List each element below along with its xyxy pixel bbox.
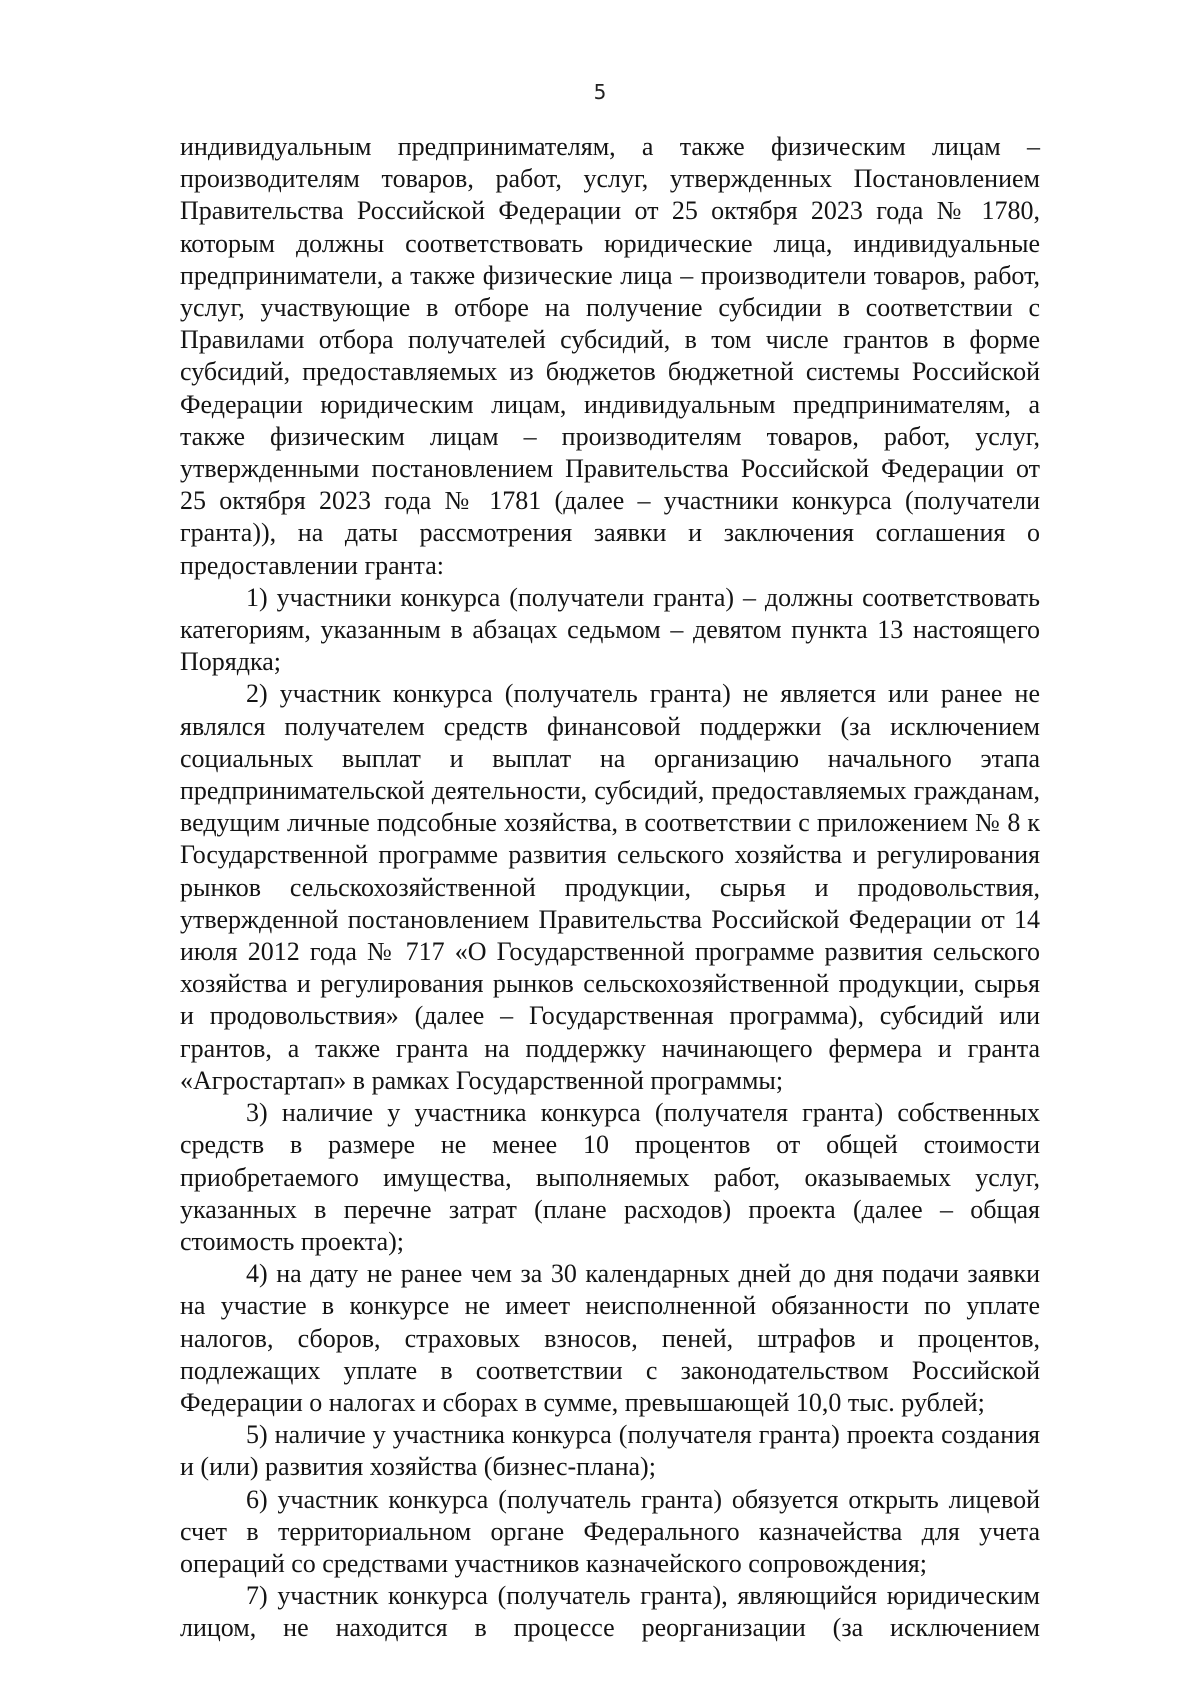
- paragraph-item-3: 3) наличие у участника конкурса (получателя гранта) собственных средств в размере не менее 10 процентов от общей стоимости приобретаемого имущества, выполняемых работ, оказываемых услуг, указанных в перечне затрат (плане расходов) проекта (далее – общая стоимость проекта);: [180, 1098, 1040, 1256]
- paragraph-item-4: 4) на дату не ранее чем за 30 календарных дней до дня подачи заявки на участие в конкурсе не имеет неисполненной обязанности по уплате налогов, сборов, страховых взносов, пеней, штрафов и процентов, подлежащих уплате в соответствии с законодательством Российской Федерации о налогах и сборах в сумме, превышающей 10,0 тыс. рублей;: [180, 1259, 1040, 1417]
- page-number: 5: [593, 80, 607, 104]
- document-body: [180, 131, 1040, 1645]
- paragraph-item-5: 5) наличие у участника конкурса (получателя гранта) проекта создания и (или) развития хозяйства (бизнес-плана);: [180, 1420, 1040, 1482]
- paragraph-item-7: 7) участник конкурса (получатель гранта), являющийся юридическим лицом, не находится в процессе реорганизации (за исключением: [180, 1581, 1040, 1643]
- paragraph-intro: индивидуальным предпринимателям, а также физическим лицам – производителям товаров, работ, услуг, утвержденных Постановлением Правительства Российской Федерации от 25 октября 2023 года № 1780, которым должны соответствовать юридические лица, индивидуальные предприниматели, а также физические лица – производители товаров, работ, услуг, участвующие в отборе на получение субсидии в соответствии с Правилами отбора получателей субсидий, в том числе грантов в форме субсидий, предоставляемых из бюджетов бюджетной системы Российской Федерации юридическим лицам, индивидуальным предпринимателям, а также физическим лицам – производителям товаров, работ, услуг, утвержденными постановлением Правительства Российской Федерации от 25 октября 2023 года № 1781 (далее – участники конкурса (получатели гранта)), на даты рассмотрения заявки и заключения соглашения о предоставлении гранта:: [180, 132, 1040, 580]
- paragraph-item-2: 2) участник конкурса (получатель гранта) не является или ранее не являлся получателем средств финансовой поддержки (за исключением социальных выплат и выплат на организацию начального этапа предпринимательской деятельности, субсидий, предоставляемых гражданам, ведущим личные подсобные хозяйства, в соответствии с приложением № 8 к Государственной программе развития сельского хозяйства и регулирования рынков сельскохозяйственной продукции, сырья и продовольствия, утвержденной постановлением Правительства Российской Федерации от 14 июля 2012 года № 717 «О Государственной программе развития сельского хозяйства и регулирования рынков сельскохозяйственной продукции, сырья и продовольствия» (далее – Государственная программа), субсидий или грантов, а также гранта на поддержку начинающего фермера и гранта «Агростартап» в рамках Государственной программы;: [180, 679, 1040, 1095]
- paragraph-item-1: 1) участники конкурса (получатели гранта) – должны соответствовать категориям, указанным в абзацах седьмом – девятом пункта 13 настоящего Порядка;: [180, 582, 1040, 677]
- paragraph-item-6: 6) участник конкурса (получатель гранта) обязуется открыть лицевой счет в территориальном органе Федерального казначейства для учета операций со средствами участников казначейского сопровождения;: [180, 1484, 1040, 1578]
